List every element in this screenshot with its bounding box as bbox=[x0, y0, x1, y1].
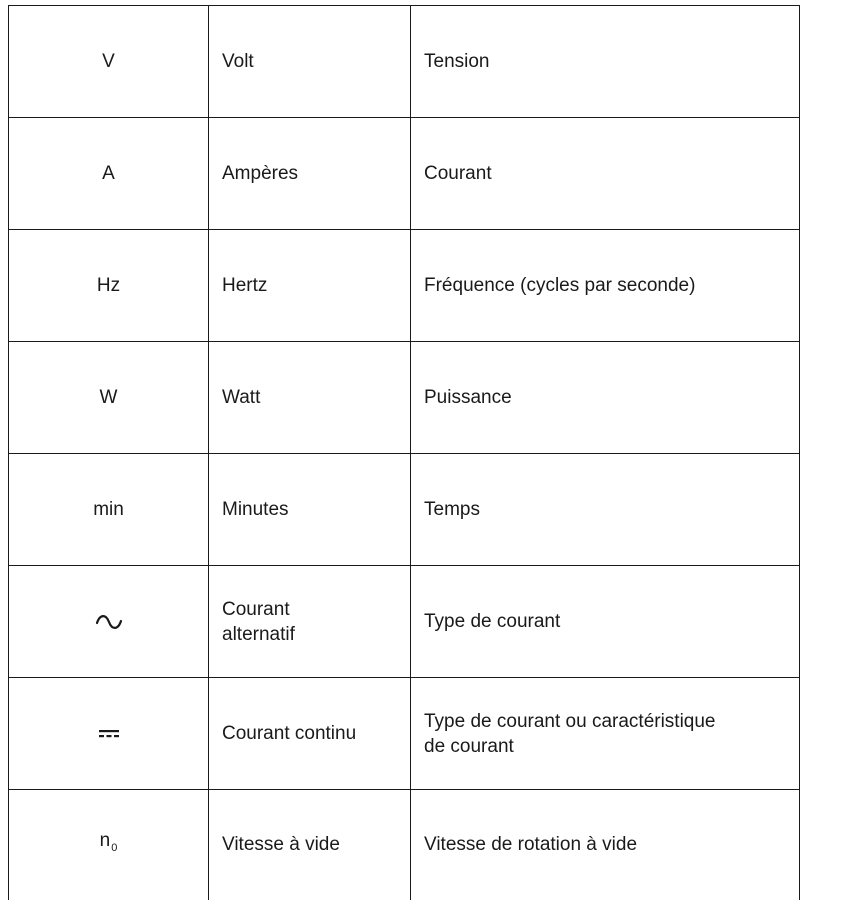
table-row bbox=[9, 454, 800, 566]
direct-current-icon bbox=[98, 729, 120, 739]
description-cell: Tension bbox=[411, 6, 800, 118]
symbol-cell bbox=[9, 790, 209, 900]
description-line: de courant bbox=[424, 735, 514, 757]
symbol-minutes: min bbox=[93, 499, 124, 520]
symbol-watt: W bbox=[99, 387, 118, 408]
description-cell: Vitesse de rotation à vide bbox=[411, 790, 800, 900]
symbol-cell bbox=[9, 6, 209, 118]
symbol-subscript: 0 bbox=[111, 842, 118, 855]
table-row bbox=[9, 118, 800, 230]
symbol-volt: V bbox=[102, 51, 115, 72]
unit-cell: Ampères bbox=[209, 118, 411, 230]
alternating-current-icon bbox=[95, 614, 123, 630]
symbol-cell bbox=[9, 342, 209, 454]
unit-cell: Volt bbox=[209, 6, 411, 118]
symbol-cell bbox=[9, 118, 209, 230]
symbols-table bbox=[8, 5, 800, 900]
symbol-cell bbox=[9, 678, 209, 790]
description-cell: Courant bbox=[411, 118, 800, 230]
unit-cell bbox=[209, 566, 411, 678]
unit-cell: Courant continu bbox=[209, 678, 411, 790]
table-row bbox=[9, 6, 800, 118]
description-cell: Puissance bbox=[411, 342, 800, 454]
description-cell: Type de courant bbox=[411, 566, 800, 678]
description-cell bbox=[411, 678, 800, 790]
symbol-base: n bbox=[99, 830, 111, 852]
symbol-cell bbox=[9, 230, 209, 342]
table-row bbox=[9, 230, 800, 342]
table-row bbox=[9, 566, 800, 678]
symbol-no-load-speed bbox=[100, 828, 118, 861]
symbol-hertz: Hz bbox=[96, 275, 121, 296]
unit-line: Courant bbox=[222, 598, 290, 620]
unit-cell: Watt bbox=[209, 342, 411, 454]
table-row bbox=[9, 678, 800, 790]
unit-cell: Minutes bbox=[209, 454, 411, 566]
table-row bbox=[9, 790, 800, 900]
symbol-cell bbox=[9, 454, 209, 566]
unit-cell: Hertz bbox=[209, 230, 411, 342]
description-cell: Fréquence (cycles par seconde) bbox=[411, 230, 800, 342]
description-cell: Temps bbox=[411, 454, 800, 566]
symbol-ampere: A bbox=[102, 163, 115, 184]
unit-line: alternatif bbox=[222, 623, 295, 645]
table-row bbox=[9, 342, 800, 454]
symbol-cell bbox=[9, 566, 209, 678]
unit-cell: Vitesse à vide bbox=[209, 790, 411, 900]
description-line: Type de courant ou caractéristique bbox=[424, 710, 716, 732]
